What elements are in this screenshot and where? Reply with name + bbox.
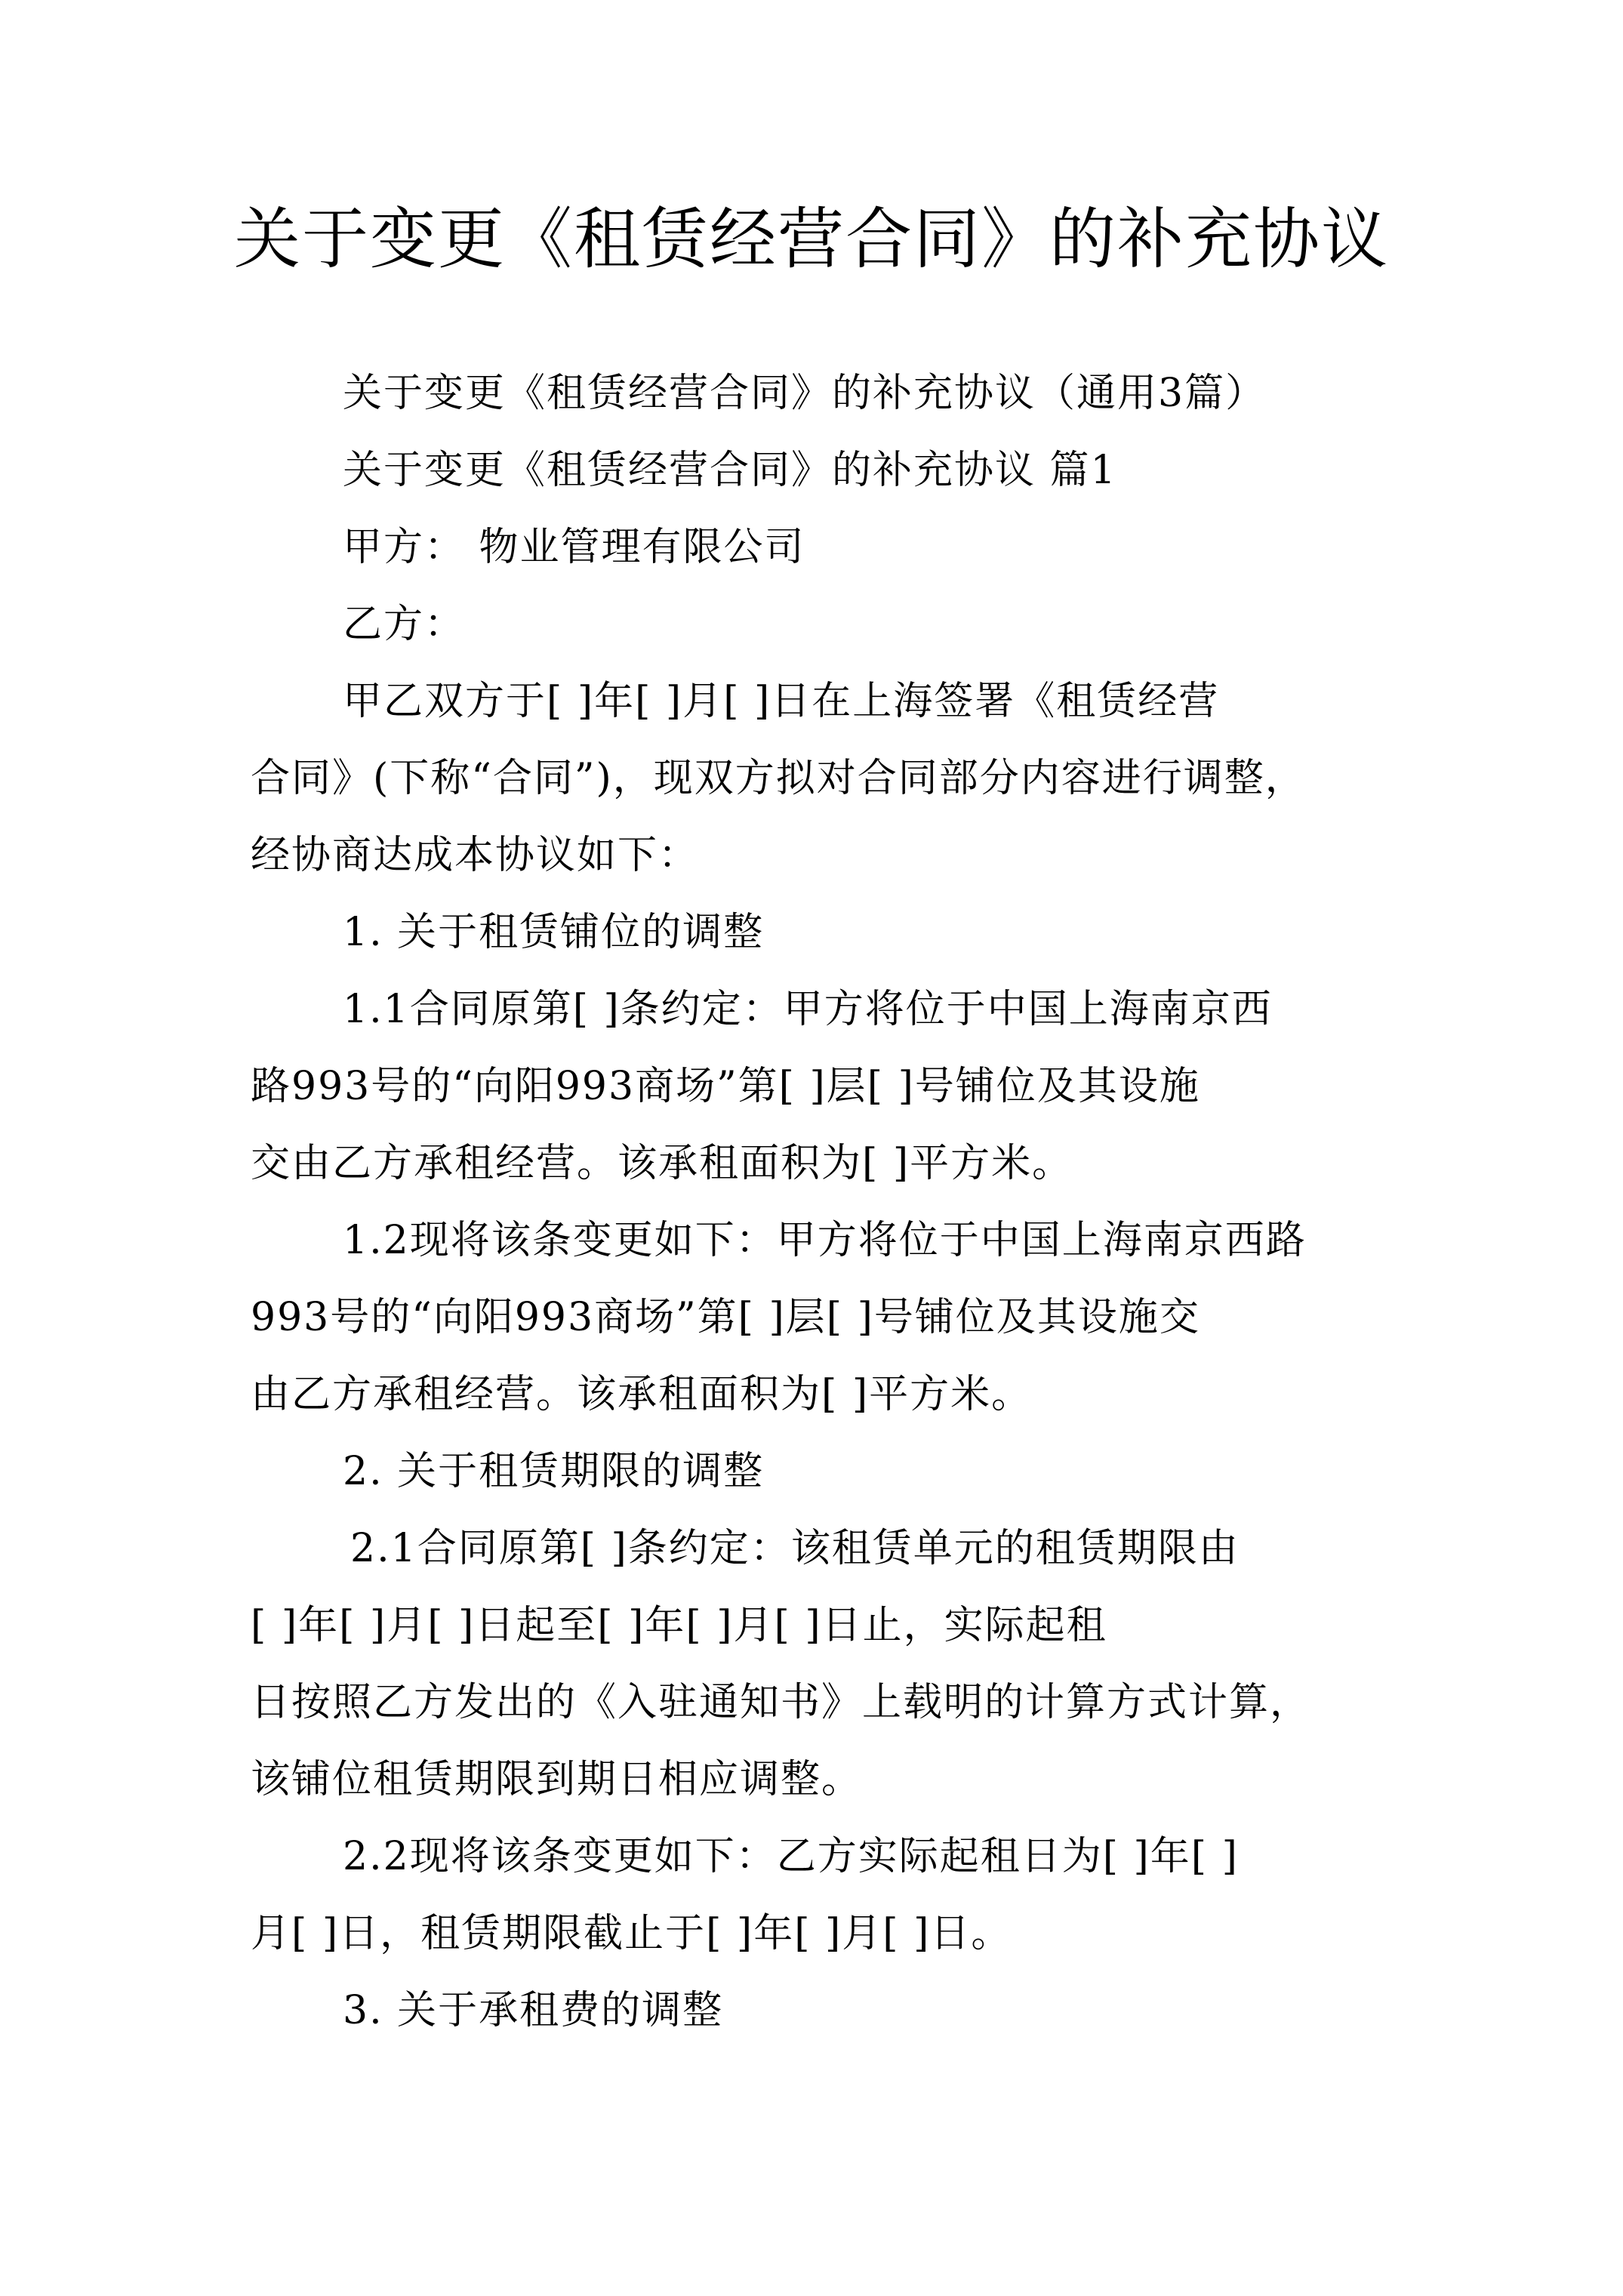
paragraph-line: 3. 关于承租费的调整 <box>343 1988 724 2033</box>
paragraph-line: 关于变更《租赁经营合同》的补充协议 篇1 <box>343 448 1117 493</box>
paragraph-line: 1.1合同原第[ ]条约定：甲方将位于中国上海南京西 <box>343 987 1273 1032</box>
document-body <box>251 355 1389 2049</box>
paragraph-line: 路993号的“向阳993商场”第[ ]层[ ]号铺位及其设施 <box>251 1064 1200 1109</box>
paragraph-line: 该铺位租赁期限到期日相应调整。 <box>251 1757 863 1802</box>
paragraph-line: 2.1合同原第[ ]条约定：该租赁单元的租赁期限由 <box>350 1526 1240 1571</box>
document-title: 关于变更《租赁经营合同》的补充协议 <box>233 200 1389 278</box>
paragraph-line: 交由乙方承租经营。该承租面积为[ ]平方米。 <box>251 1141 1073 1186</box>
paragraph-line: 甲乙双方于[ ]年[ ]月[ ]日在上海签署《租赁经营 <box>343 679 1220 724</box>
paragraph-line: 1. 关于租赁铺位的调整 <box>343 910 765 955</box>
paragraph-line: 日按照乙方发出的《入驻通知书》上载明的计算方式计算， <box>251 1680 1311 1725</box>
paragraph-line: 经协商达成本协议如下： <box>251 833 700 878</box>
paragraph-line: 关于变更《租赁经营合同》的补充协议（通用3篇） <box>343 371 1267 416</box>
paragraph-line: 合同》(下称“合同”)，现双方拟对合同部分内容进行调整， <box>251 756 1306 801</box>
paragraph-line: 乙方： <box>343 602 466 647</box>
paragraph-line: 由乙方承租经营。该承租面积为[ ]平方米。 <box>251 1372 1033 1417</box>
paragraph-line: 993号的“向阳993商场”第[ ]层[ ]号铺位及其设施交 <box>251 1295 1200 1340</box>
paragraph-line: 2.2现将该条变更如下：乙方实际起租日为[ ]年[ ] <box>343 1834 1239 1879</box>
paragraph-line: 月[ ]日，租赁期限截止于[ ]年[ ]月[ ]日。 <box>251 1911 1012 1956</box>
paragraph-line: 2. 关于租赁期限的调整 <box>343 1449 765 1494</box>
paragraph-line: 1.2现将该条变更如下：甲方将位于中国上海南京西路 <box>343 1218 1307 1263</box>
paragraph-line: 甲方： 物业管理有限公司 <box>343 525 805 570</box>
paragraph-line: [ ]年[ ]月[ ]日起至[ ]年[ ]月[ ]日止，实际起租 <box>251 1603 1107 1648</box>
